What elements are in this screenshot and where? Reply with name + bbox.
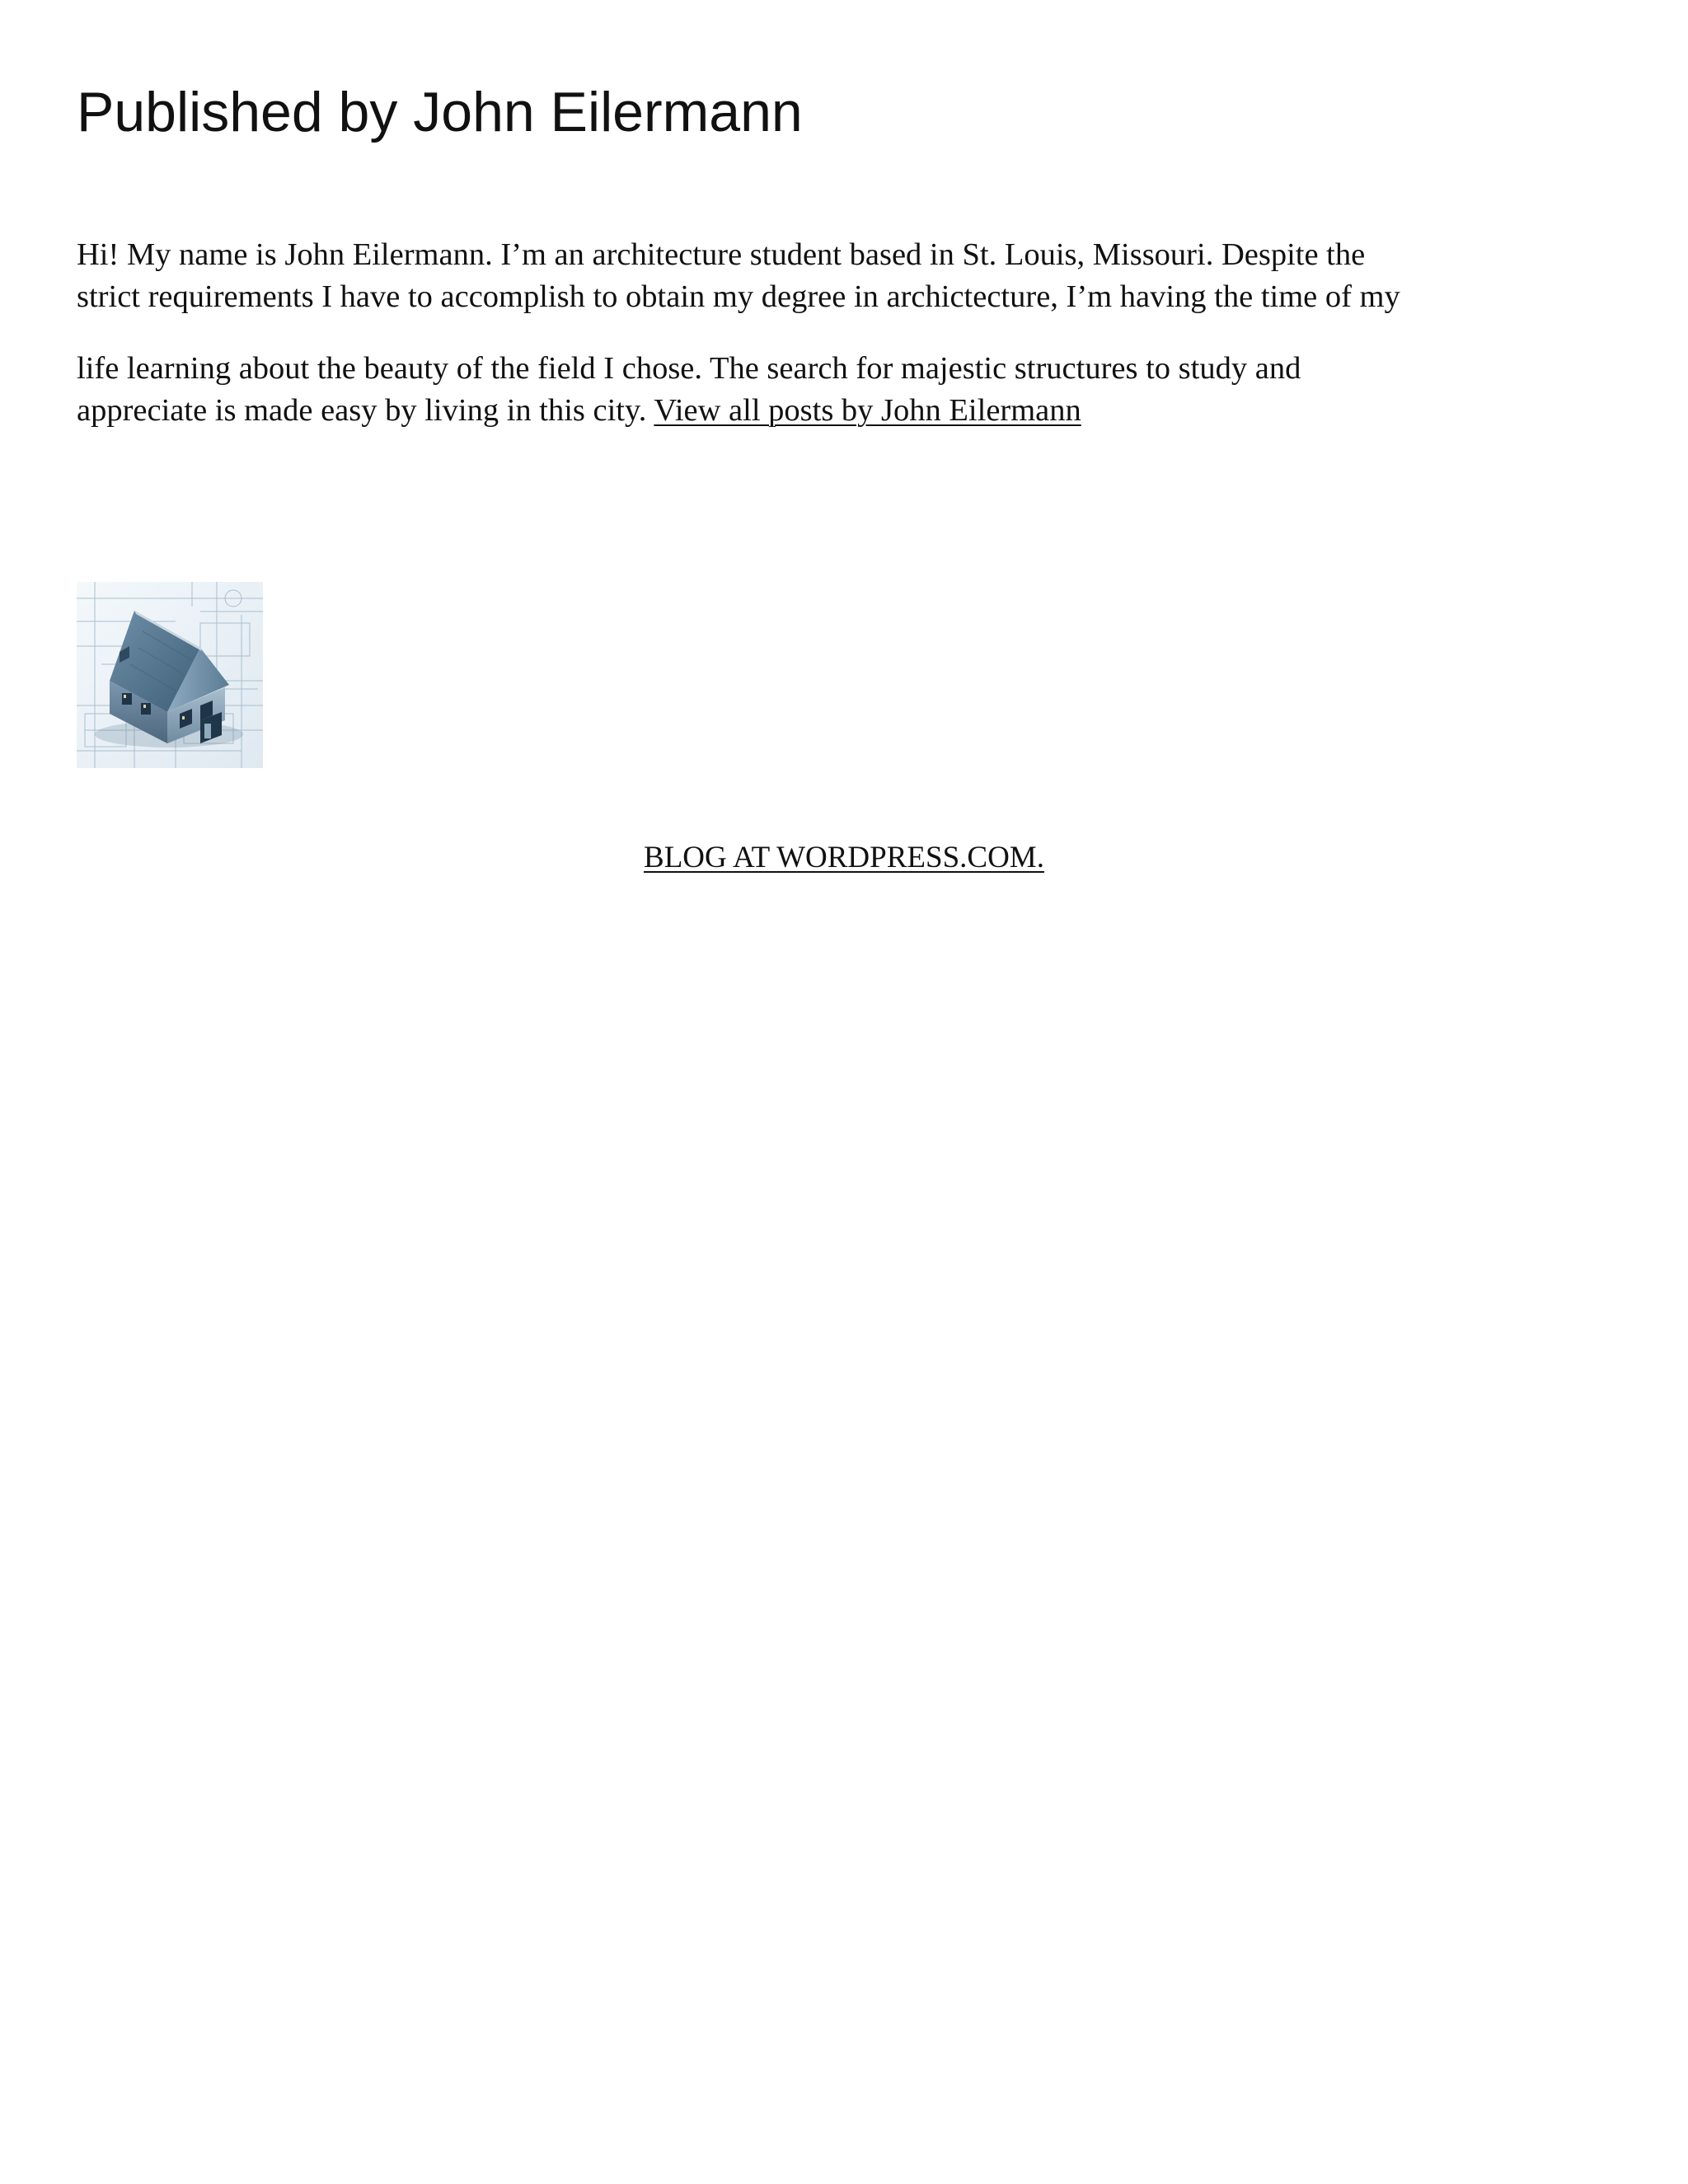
bio-line: strict requirements I have to accomplish to obtain my degree in archictecture, I’m having the time of my xyxy=(77,279,1400,314)
bio-line xyxy=(77,390,1626,432)
view-all-posts-link[interactable]: View all posts by John Eilermann xyxy=(654,393,1081,428)
bio-line-text: life learning about the beauty of the field I chose. The search for majestic structures to study and xyxy=(77,351,1301,386)
bio-line: Hi! My name is John Eilermann. I’m an architecture student based in St. Louis, Missouri. Despite the xyxy=(77,237,1366,272)
author-bio xyxy=(77,234,1626,432)
bio-line-text: appreciate is made easy by living in this city. xyxy=(77,393,654,428)
house-on-blueprint-icon xyxy=(77,582,263,768)
wordpress-credit-link[interactable]: BLOG AT WORDPRESS.COM. xyxy=(644,841,1044,874)
bio-line xyxy=(77,348,1626,390)
site-footer xyxy=(0,840,1688,876)
author-heading: Published by John Eilermann xyxy=(77,81,803,143)
